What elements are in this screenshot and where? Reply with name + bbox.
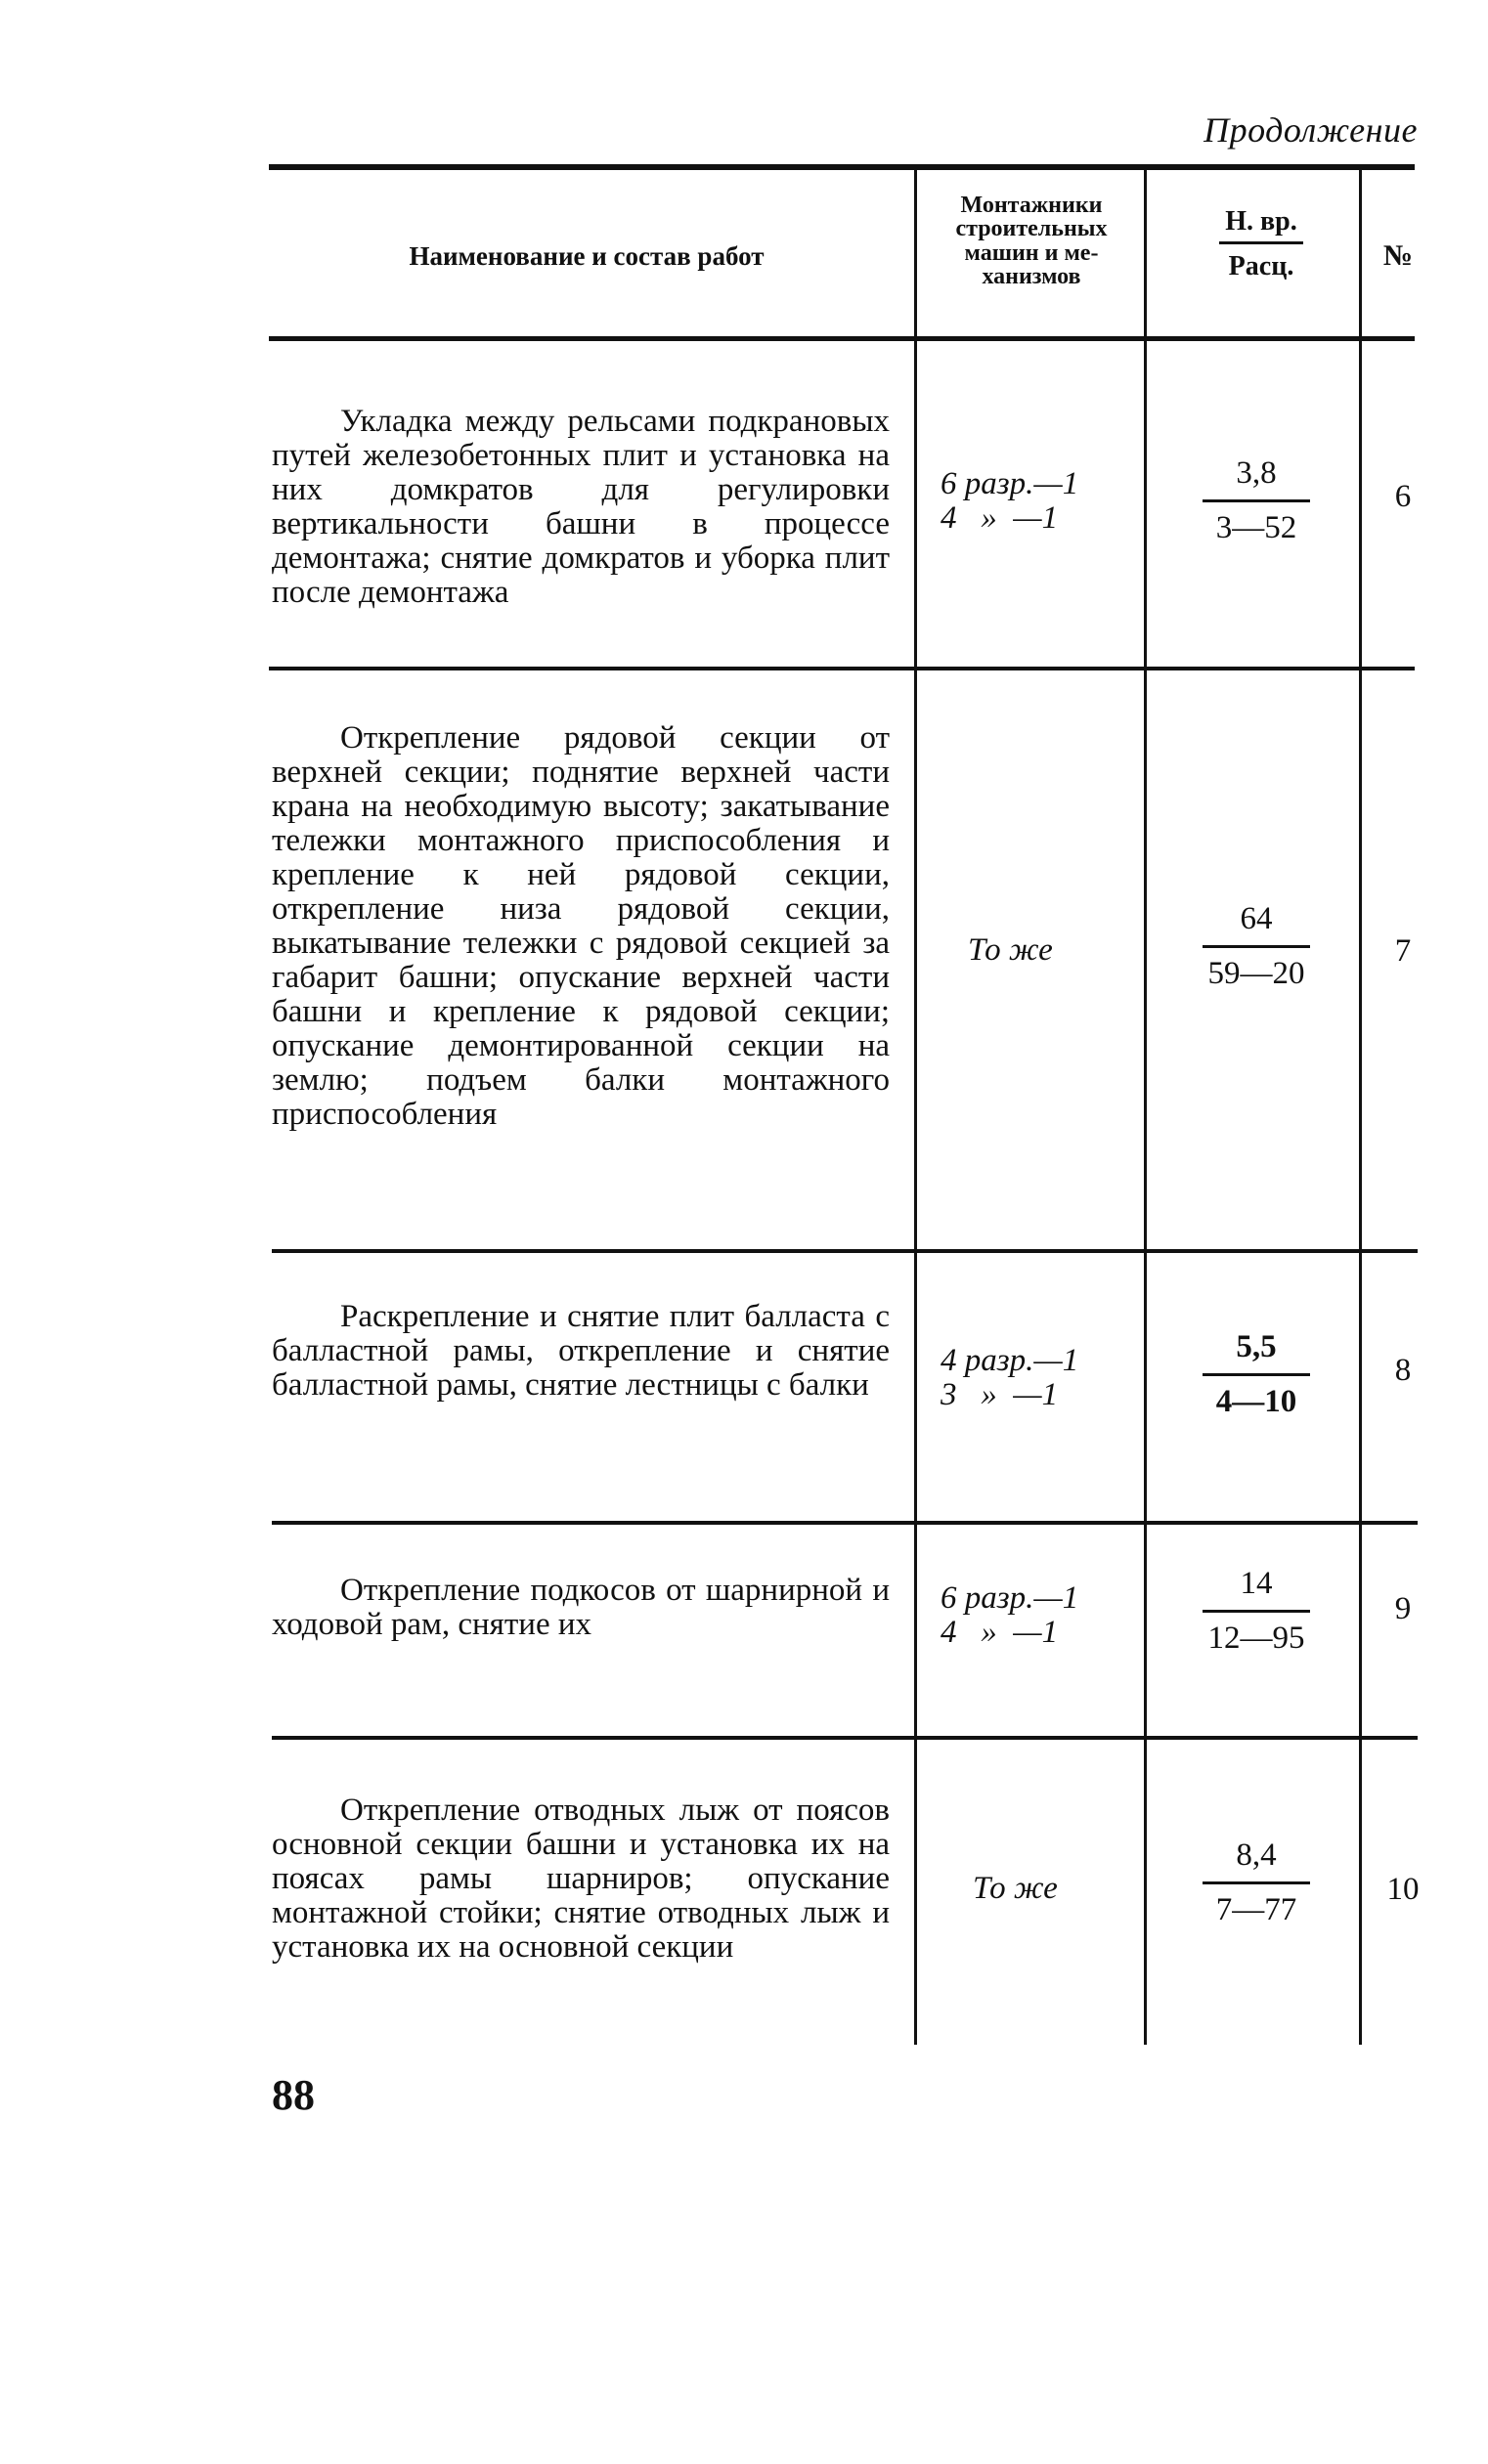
row-number: 6 bbox=[1394, 479, 1412, 514]
header-workers-line: строительных bbox=[955, 216, 1108, 242]
norm-time: 5,5 bbox=[1203, 1329, 1310, 1376]
row-description: Открепление отводных лыж от поясов основной секции башни и установка их на поясах рамы шарниров; опускание монтажной стойки; снятие отводных лыж и установка их на основной секции bbox=[272, 1793, 890, 1965]
row-divider-2 bbox=[272, 1249, 1418, 1253]
norm-time: 64 bbox=[1203, 901, 1310, 948]
row-description: Открепление подкосов от шарнирной и ходовой рам, снятие их bbox=[272, 1573, 890, 1642]
row-divider-1 bbox=[269, 667, 1415, 670]
norm-rate: 3—52 bbox=[1215, 510, 1297, 545]
header-norm-time: Н. вр. bbox=[1219, 207, 1302, 244]
column-divider-2 bbox=[1144, 168, 1147, 2045]
row-description: Укладка между рельсами подкрановых путей железобетонных плит и установка на них домкратов для регулировки вертикальности башни в процессе демонтажа; снятие домкратов и уборка плит после демонтажа bbox=[272, 404, 890, 610]
row-norm bbox=[1173, 455, 1339, 546]
row-divider-4 bbox=[272, 1736, 1418, 1740]
header-norm bbox=[1163, 207, 1359, 281]
header-norm-rate: Расц. bbox=[1228, 251, 1294, 282]
norm-time: 8,4 bbox=[1203, 1837, 1310, 1884]
row-norm bbox=[1173, 1566, 1339, 1657]
header-workers-line: машин и ме- bbox=[964, 239, 1099, 266]
row-divider-3 bbox=[272, 1521, 1418, 1525]
table-top-rule bbox=[269, 164, 1415, 170]
row-description: Раскрепление и снятие плит балласта с балластной рамы, открепление и снятие балластной рамы, снятие лестницы с балки bbox=[272, 1299, 890, 1403]
header-workers-line: ханизмов bbox=[982, 264, 1081, 290]
page-number: 88 bbox=[272, 2071, 315, 2119]
norm-time: 14 bbox=[1203, 1566, 1310, 1613]
continuation-label: Продолжение bbox=[1204, 110, 1418, 150]
row-workers: То же bbox=[973, 1871, 1058, 1906]
header-bottom-rule bbox=[269, 336, 1415, 341]
row-norm bbox=[1173, 1329, 1339, 1420]
header-name: Наименование и состав работ bbox=[409, 241, 765, 271]
row-number: 10 bbox=[1386, 1872, 1420, 1907]
norm-rate: 4—10 bbox=[1215, 1384, 1297, 1419]
row-number: 7 bbox=[1394, 933, 1412, 969]
header-workers bbox=[919, 194, 1144, 289]
row-norm bbox=[1173, 901, 1339, 992]
header-number: № bbox=[1382, 239, 1414, 272]
row-workers: То же bbox=[968, 932, 1053, 968]
row-number: 8 bbox=[1394, 1353, 1412, 1388]
row-workers: 4 разр.—1 3 » —1 bbox=[941, 1343, 1079, 1412]
header-workers-line: Монтажники bbox=[960, 193, 1103, 218]
norm-time: 3,8 bbox=[1203, 455, 1310, 502]
column-divider-3 bbox=[1359, 168, 1362, 2045]
row-norm bbox=[1173, 1837, 1339, 1928]
row-description: Открепление рядовой секции от верхней секции; поднятие верхней части крана на необходимую высоту; закатывание тележки монтажного приспособления и крепление к ней рядовой секции, открепление низа рядовой секции, выкатывание тележки с рядовой секцией за габарит башни; опускание верхней части башни и крепление к рядовой секции; опускание демонтированной секции на землю; подъем балки монтажного приспособления bbox=[272, 720, 890, 1132]
column-divider-1 bbox=[914, 168, 917, 2045]
norm-rate: 12—95 bbox=[1207, 1621, 1305, 1656]
row-workers: 6 разр.—1 4 » —1 bbox=[941, 1580, 1079, 1650]
norm-rate: 59—20 bbox=[1207, 956, 1305, 991]
row-workers: 6 разр.—1 4 » —1 bbox=[941, 466, 1079, 536]
norm-rate: 7—77 bbox=[1215, 1892, 1297, 1927]
row-number: 9 bbox=[1394, 1591, 1412, 1626]
